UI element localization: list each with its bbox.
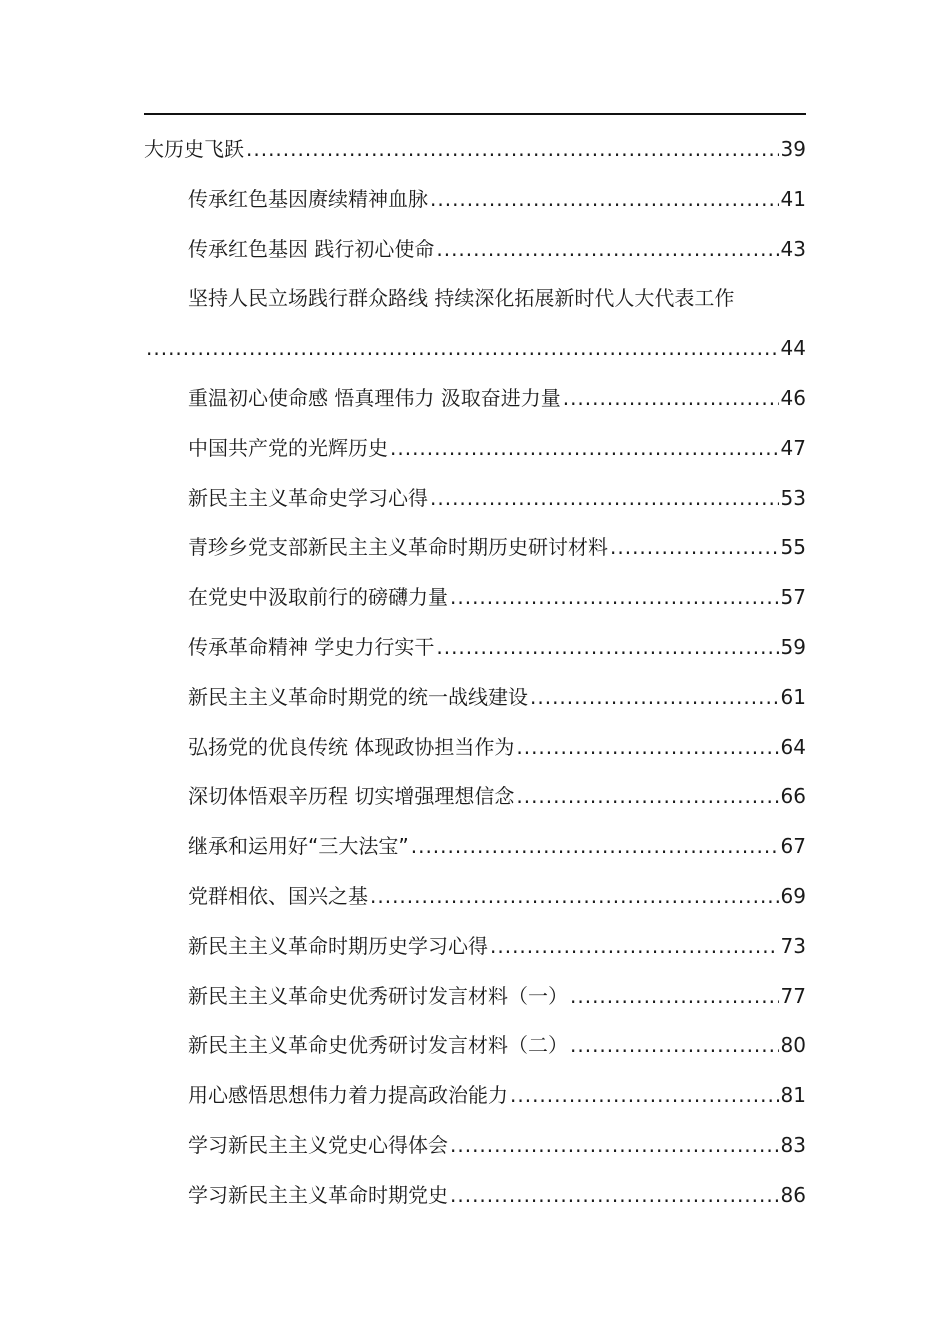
toc-entry[interactable] xyxy=(144,822,806,872)
toc-leader-dots xyxy=(246,125,779,175)
toc-leader-dots xyxy=(610,523,779,573)
toc-entry-title: 在党史中汲取前行的磅礴力量 xyxy=(188,585,448,610)
toc-entry-page: 64 xyxy=(780,734,806,759)
toc-leader-dots xyxy=(370,872,779,922)
toc-leader-dots xyxy=(530,673,779,723)
toc-entry-page: 44 xyxy=(780,336,806,361)
toc-entry-title: 新民主主义革命史优秀研讨发言材料（一） xyxy=(188,983,568,1008)
toc-entry-page: 39 xyxy=(780,137,806,161)
toc-entry-title: 中国共产党的光辉历史 xyxy=(188,435,388,460)
toc-entry-page: 80 xyxy=(780,1033,806,1058)
toc-entry-title: 新民主主义革命史优秀研讨发言材料（二） xyxy=(188,1033,568,1058)
toc-entry[interactable] xyxy=(144,673,806,723)
toc-leader-dots xyxy=(510,1071,779,1121)
toc-entry-title: 重温初心使命感 悟真理伟力 汲取奋进力量 xyxy=(188,385,561,410)
toc-leader-dots xyxy=(430,175,779,225)
toc-entry-page: 59 xyxy=(780,634,806,659)
toc-entry-page: 55 xyxy=(780,535,806,560)
toc-entry-page: 83 xyxy=(780,1132,806,1157)
toc-entry-title: 坚持人民立场践行群众路线 持续深化拓展新时代人大代表工作 xyxy=(188,286,735,311)
toc-entry[interactable] xyxy=(144,1021,806,1071)
toc-leader-dots xyxy=(436,623,778,673)
toc-leader-dots xyxy=(516,772,778,822)
toc-entry-title: 新民主主义革命时期党的统一战线建设 xyxy=(188,684,528,709)
toc-leader-dots xyxy=(146,324,779,374)
toc-entry-title: 传承红色基因赓续精神血脉 xyxy=(188,186,428,211)
toc-entry-page: 47 xyxy=(780,435,806,460)
toc-leader-dots xyxy=(450,1171,779,1221)
toc-entry[interactable] xyxy=(144,225,806,275)
toc-entry[interactable] xyxy=(144,1171,806,1221)
toc-entry-title: 继承和运用好“三大法宝” xyxy=(188,834,409,859)
toc-entry[interactable] xyxy=(144,772,806,822)
toc-entry-page: 69 xyxy=(780,883,806,908)
toc-entry[interactable] xyxy=(144,723,806,773)
toc-entry-title: 传承革命精神 学史力行实干 xyxy=(188,634,435,659)
toc-entry-title: 新民主主义革命史学习心得 xyxy=(188,485,428,510)
toc-leader-dots xyxy=(516,723,778,773)
table-of-contents xyxy=(144,125,806,1221)
toc-entry-page: 57 xyxy=(780,585,806,610)
toc-entry-title: 学习新民主主义党史心得体会 xyxy=(188,1132,448,1157)
toc-entry-page: 41 xyxy=(780,186,806,211)
toc-entry[interactable] xyxy=(144,623,806,673)
toc-leader-dots xyxy=(411,822,779,872)
toc-leader-dots xyxy=(436,225,778,275)
toc-entry[interactable] xyxy=(144,573,806,623)
toc-entry-page: 73 xyxy=(780,933,806,958)
toc-leader-dots xyxy=(390,424,779,474)
toc-entry[interactable] xyxy=(144,523,806,573)
toc-entry-page: 61 xyxy=(780,684,806,709)
toc-entry[interactable] xyxy=(144,424,806,474)
toc-entry[interactable] xyxy=(144,972,806,1022)
toc-entry-continuation[interactable] xyxy=(144,324,806,374)
toc-entry[interactable] xyxy=(144,474,806,524)
toc-entry[interactable] xyxy=(144,922,806,972)
toc-leader-dots xyxy=(563,374,779,424)
toc-entry[interactable] xyxy=(144,125,806,175)
toc-entry-title: 用心感悟思想伟力着力提高政治能力 xyxy=(188,1083,508,1108)
toc-entry-title: 学习新民主主义革命时期党史 xyxy=(188,1182,448,1207)
toc-leader-dots xyxy=(570,1021,779,1071)
toc-entry[interactable] xyxy=(144,1121,806,1171)
toc-entry[interactable] xyxy=(144,274,806,324)
toc-entry-title: 新民主主义革命时期历史学习心得 xyxy=(188,933,488,958)
toc-leader-dots xyxy=(430,474,779,524)
toc-entry-page: 43 xyxy=(780,236,806,261)
toc-entry-page: 67 xyxy=(780,834,806,859)
toc-entry-page: 53 xyxy=(780,485,806,510)
toc-leader-dots xyxy=(450,1121,779,1171)
toc-entry-page: 77 xyxy=(780,983,806,1008)
toc-entry-title: 大历史飞跃 xyxy=(144,137,244,161)
toc-entry-page: 66 xyxy=(780,784,806,809)
toc-entry-title: 弘扬党的优良传统 体现政协担当作为 xyxy=(188,734,515,759)
toc-entry[interactable] xyxy=(144,1071,806,1121)
toc-entry[interactable] xyxy=(144,374,806,424)
toc-entry-page: 46 xyxy=(780,385,806,410)
toc-leader-dots xyxy=(570,972,779,1022)
toc-entry-title: 传承红色基因 践行初心使命 xyxy=(188,236,435,261)
toc-leader-dots xyxy=(450,573,779,623)
toc-entry[interactable] xyxy=(144,872,806,922)
toc-entry-title: 党群相依、国兴之基 xyxy=(188,883,368,908)
toc-entry-title: 深切体悟艰辛历程 切实增强理想信念 xyxy=(188,784,515,809)
toc-leader-dots xyxy=(490,922,779,972)
toc-entry-title: 青珍乡党支部新民主主义革命时期历史研讨材料 xyxy=(188,535,608,560)
header-rule xyxy=(144,113,806,115)
toc-entry[interactable] xyxy=(144,175,806,225)
toc-entry-page: 86 xyxy=(780,1182,806,1207)
toc-entry-page: 81 xyxy=(780,1083,806,1108)
